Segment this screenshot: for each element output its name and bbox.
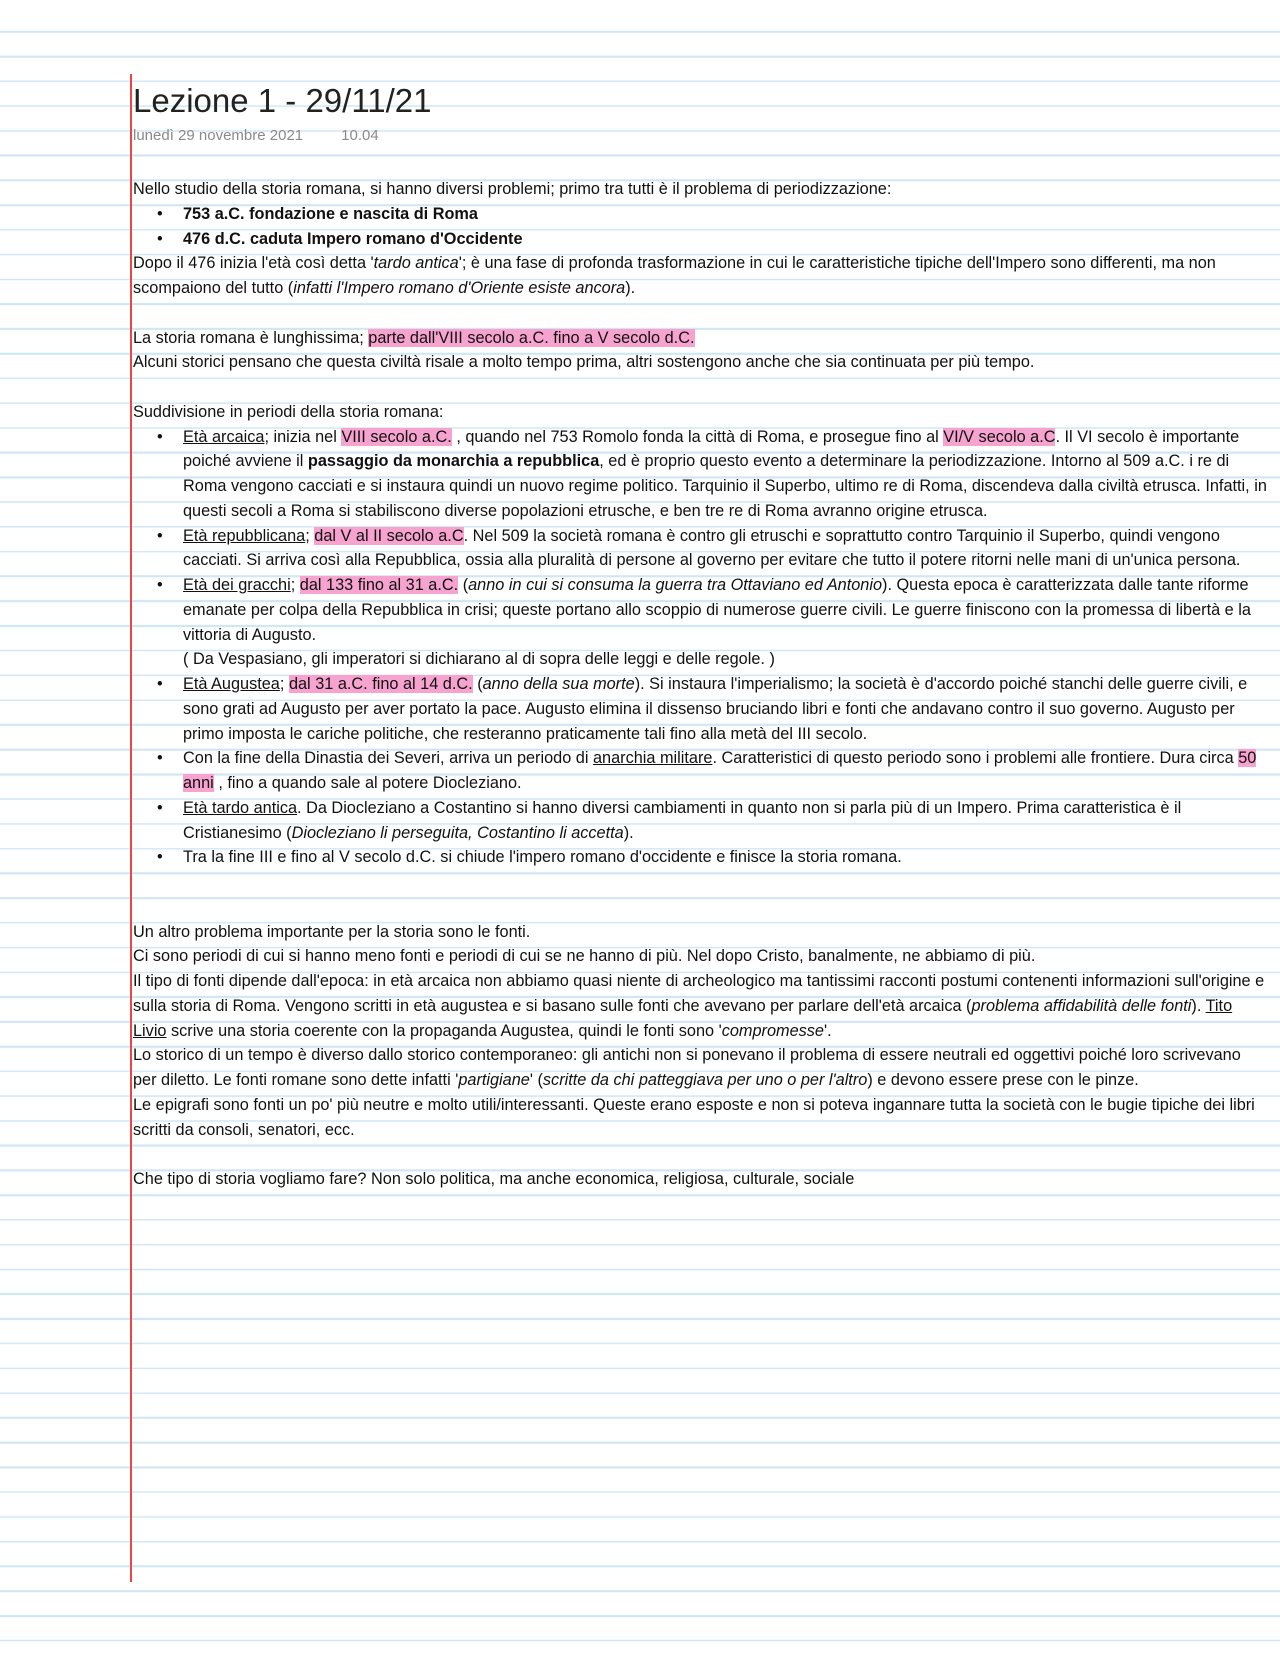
paragraph: Che tipo di storia vogliamo fare? Non solo politica, ma anche economica, religiosa, culturale, sociale [133, 1170, 855, 1188]
page-margin-line [130, 74, 132, 1582]
page-time: 10.04 [341, 127, 379, 144]
list-item-text: 476 d.C. caduta Impero romano d'Occidente [183, 229, 523, 248]
paragraph: Nello studio della storia romana, si hanno diversi problemi; primo tra tutti è il problema di periodizzazione: [133, 180, 892, 198]
highlighted-text: dal 133 fino al 31 a.C. [299, 576, 459, 594]
list-item: • Età repubblicana; dal V al II secolo a.C. Nel 509 la società romana è contro gli etruschi e soprattutto contro Tarquinio il Superbo, quindi vengono cacciati. Si arriva così alla Repubblica, ossia alla pluralità di persone al governo per evitare che tutto il potere ritorni nelle mani di un'unica persona. [183, 524, 1268, 574]
periods-list [133, 425, 1268, 871]
paragraph: Le epigrafi sono fonti un po' più neutre e molto utili/interessanti. Queste erano esposte e non si poteva ingannare tutta la società con le bugie tipiche dei libri scritti da consoli, senatori, ecc. [133, 1095, 1255, 1139]
key-dates-list [133, 202, 1268, 252]
highlighted-text: VI/V secolo a.C [943, 427, 1056, 446]
list-item [183, 202, 1268, 227]
highlighted-text: parte dall'VIII secolo a.C. fino a V secolo d.C. [368, 328, 695, 347]
page-title[interactable]: Lezione 1 - 29/11/21 [133, 82, 432, 119]
paragraph: La storia romana è lunghissima; parte dall'VIII secolo a.C. fino a V secolo d.C. [133, 328, 695, 347]
list-item-text: 753 a.C. fondazione e nascita di Roma [183, 204, 478, 223]
page-date: lunedì 29 novembre 2021 [133, 127, 304, 144]
paragraph: Dopo il 476 inizia l'età così detta 'tardo antica'; è una fase di profonda trasformazione in cui le caratteristiche tipiche dell'Impero sono differenti, ma non scompaiono del tutto (infatti l'Impero romano d'Oriente esiste ancora). [133, 254, 1216, 297]
paragraph: Alcuni storici pensano che questa civiltà risale a molto tempo prima, altri sostengono anche che sia continuata per più tempo. [133, 353, 1035, 372]
page-timestamp [133, 126, 1268, 146]
list-item: • Età arcaica; inizia nel VIII secolo a.C. , quando nel 753 Romolo fonda la città di Roma, e prosegue fino al VI/V secolo a.C. Il VI secolo è importante poiché avviene il passaggio da monarchia a repubblica, ed è proprio questo evento a determinare la periodizzazione. Intorno al 509 a.C. i re di Roma vengono cacciati e si instaura quindi un nuovo regime politico. Tarquinio il Superbo, ultimo re di Roma, discendeva dalla civiltà etrusca. Infatti, in questi secoli a Roma si stabiliscono diverse popolazioni etrusche, e ben tre re di Roma avranno origine etrusca. [183, 425, 1268, 524]
note-body[interactable] [133, 177, 1268, 1192]
list-item: • Età dei gracchi; dal 133 fino al 31 a.C. (anno in cui si consuma la guerra tra Ottaviano ed Antonio). Questa epoca è caratterizzata dalle tante riforme emanate per colpa della Repubblica in crisi; queste portano allo scoppio di numerose guerre civili. Le guerre finiscono con la promessa di libertà e la vittoria di Augusto. ( Da Vespasiano, gli imperatori si dichiarano al di sopra delle leggi e delle regole. ) [183, 573, 1268, 672]
paragraph: Suddivisione in periodi della storia romana: [133, 402, 444, 421]
list-item: • Età Augustea; dal 31 a.C. fino al 14 d.C. (anno della sua morte). Si instaura l'imperialismo; la società è d'accordo poiché stanchi delle guerre civili, e sono grati ad Augusto per aver portato la pace. Augusto elimina il dissenso bruciando libri e fonti che andavano contro il suo governo. Augusto per primo imposta le cariche politiche, che resteranno praticamente tali fino alla metà del III secolo. [183, 672, 1268, 746]
highlighted-text: 50 anni [183, 749, 1257, 792]
highlighted-text: VIII secolo a.C. [341, 427, 452, 446]
paragraph: Lo storico di un tempo è diverso dallo storico contemporaneo: gli antichi non si ponevano il problema di essere neutrali ed oggettivi poiché loro scrivevano per diletto. Le fonti romane sono dette infatti 'partigiane' (scritte da chi patteggiava per uno o per l'altro) e devono essere prese con le pinze. [133, 1046, 1241, 1089]
page-header [133, 80, 1268, 146]
list-item: • Con la fine della Dinastia dei Severi, arriva un periodo di anarchia militare. Caratteristici di questo periodo sono i problemi alle frontiere. Dura circa 50 anni , fino a quando sale al potere Diocleziano. [183, 746, 1268, 796]
list-item: • Età tardo antica. Da Diocleziano a Costantino si hanno diversi cambiamenti in quanto non si parla più di un Impero. Prima caratteristica è il Cristianesimo (Diocleziano li perseguita, Costantino li accetta). [183, 796, 1268, 846]
paragraph: Un altro problema importante per la storia sono le fonti. [133, 922, 531, 941]
highlighted-text: dal V al II secolo a.C [314, 526, 464, 545]
paragraph: Ci sono periodi di cui si hanno meno fonti e periodi di cui se ne hanno di più. Nel dopo Cristo, banalmente, ne abbiamo di più. [133, 947, 1036, 966]
list-item [183, 227, 1268, 252]
highlighted-text: dal 31 a.C. fino al 14 d.C. [288, 675, 473, 693]
list-item: • Tra la fine III e fino al V secolo d.C. si chiude l'impero romano d'occidente e finisce la storia romana. [183, 845, 1268, 870]
paragraph: Il tipo di fonti dipende dall'epoca: in età arcaica non abbiamo quasi niente di archeologico ma tantissimi racconti postumi contenenti informazioni sull'origine e sulla storia di Roma. Vengono scritti in età augustea e si basano sulle fonti che avevano per parlare dell'età arcaica (problema affidabilità delle fonti). Tito Livio scrive una storia coerente con la propaganda Augustea, quindi le fonti sono 'compromesse'. [133, 972, 1265, 1040]
